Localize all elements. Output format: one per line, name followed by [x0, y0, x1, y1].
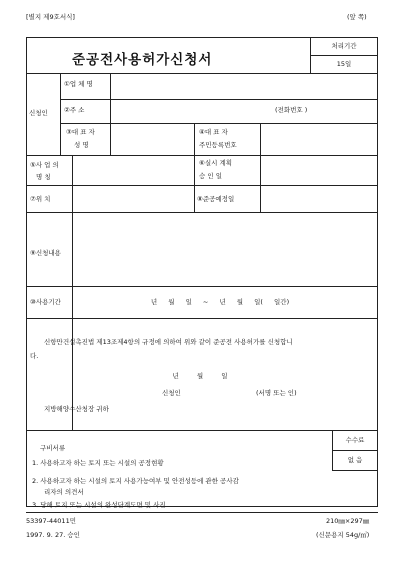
period-label: ⑩사용기간: [30, 298, 61, 306]
footer-line: [26, 512, 378, 513]
address-label: ②주 소: [64, 106, 85, 114]
applicant-group-label: 신청인: [29, 109, 48, 117]
approval-label-1: ⑥실시 계획: [199, 159, 233, 167]
documents-item-2b: 리자의 의견서: [44, 488, 84, 496]
form-title: 준공전사용허가신청서: [72, 52, 213, 68]
statement-recipient: 지방해양수산청장 귀하: [44, 405, 109, 413]
location-label: ⑦위 치: [30, 195, 51, 203]
completion-date-field[interactable]: [260, 185, 378, 212]
location-field[interactable]: [72, 185, 194, 212]
statement-date: 년 월 일: [172, 372, 228, 380]
project-name-label-1: ⑤사 업 의: [30, 161, 59, 169]
fee-label: 수수료: [345, 436, 365, 444]
approval-date-field[interactable]: [260, 155, 378, 185]
period-text[interactable]: 년 월 일 ~ 년 월 일( 일간): [150, 298, 290, 306]
rep-id-label-2: 주민등록번호: [199, 141, 237, 149]
footer-approved: 1997. 9. 27. 승인: [26, 531, 80, 539]
content-label: ⑨신청내용: [30, 249, 61, 257]
completion-label: ⑧준공예정일: [197, 195, 235, 203]
processing-value: 15일: [336, 60, 352, 68]
statement-applicant: 신청인: [162, 389, 181, 397]
rep-name-label-2: 성 명: [74, 141, 89, 149]
project-name-field[interactable]: [72, 155, 194, 185]
footer-code: 53397-44011민: [26, 517, 76, 525]
form-number: [별지 제9호서식]: [26, 13, 75, 21]
copy-note: (앞 쪽): [347, 13, 367, 21]
documents-item-1: 1. 사용하고자 하는 토지 또는 시설의 공정현황: [32, 459, 164, 467]
project-name-label-2: 명 칭: [36, 173, 51, 181]
footer-size: 210㎜×297㎜: [326, 517, 370, 525]
company-field[interactable]: [110, 73, 378, 99]
statement-line-2: 다.: [30, 352, 39, 360]
processing-label: 처리기간: [331, 42, 357, 50]
rep-name-label-1: ③대 표 자: [66, 128, 95, 136]
rep-name-field[interactable]: [110, 123, 194, 155]
documents-title: 구비서류: [40, 444, 66, 452]
applicant-divider: [60, 73, 61, 155]
approval-label-2: 승 인 일: [199, 172, 222, 180]
fee-value: 없 음: [347, 456, 363, 464]
fee-row-line: [332, 470, 378, 471]
statement-line-1: 신항만건설촉진법 제13조제4항의 규정에 의하여 위와 같이 준공전 사용허가를 신청합니: [44, 338, 293, 346]
statement-sign: (서명 또는 인): [256, 389, 297, 397]
phone-label: (전화번호 ): [275, 106, 308, 114]
documents-item-2a: 2. 사용하고자 하는 시설의 토지 사용가능여부 및 안전성등에 관한 공사감: [32, 477, 239, 485]
footer-paper: (신문용지 54g/㎡): [316, 531, 370, 539]
fee-row-line: [332, 450, 378, 451]
address-field[interactable]: [110, 99, 378, 123]
company-label: ①업 체 명: [64, 80, 93, 88]
rep-id-field[interactable]: [260, 123, 378, 155]
rep-id-label-1: ④대 표 자: [199, 128, 228, 136]
mid-divider: [194, 185, 195, 212]
documents-item-3: 3. 당해 토지 또는 시설의 완성단계도면 및 사진: [32, 501, 166, 509]
content-field[interactable]: [72, 212, 378, 286]
row-line: [26, 318, 378, 319]
row-line: [26, 430, 378, 431]
processing-divider: [310, 55, 378, 56]
row-line: [26, 286, 378, 287]
